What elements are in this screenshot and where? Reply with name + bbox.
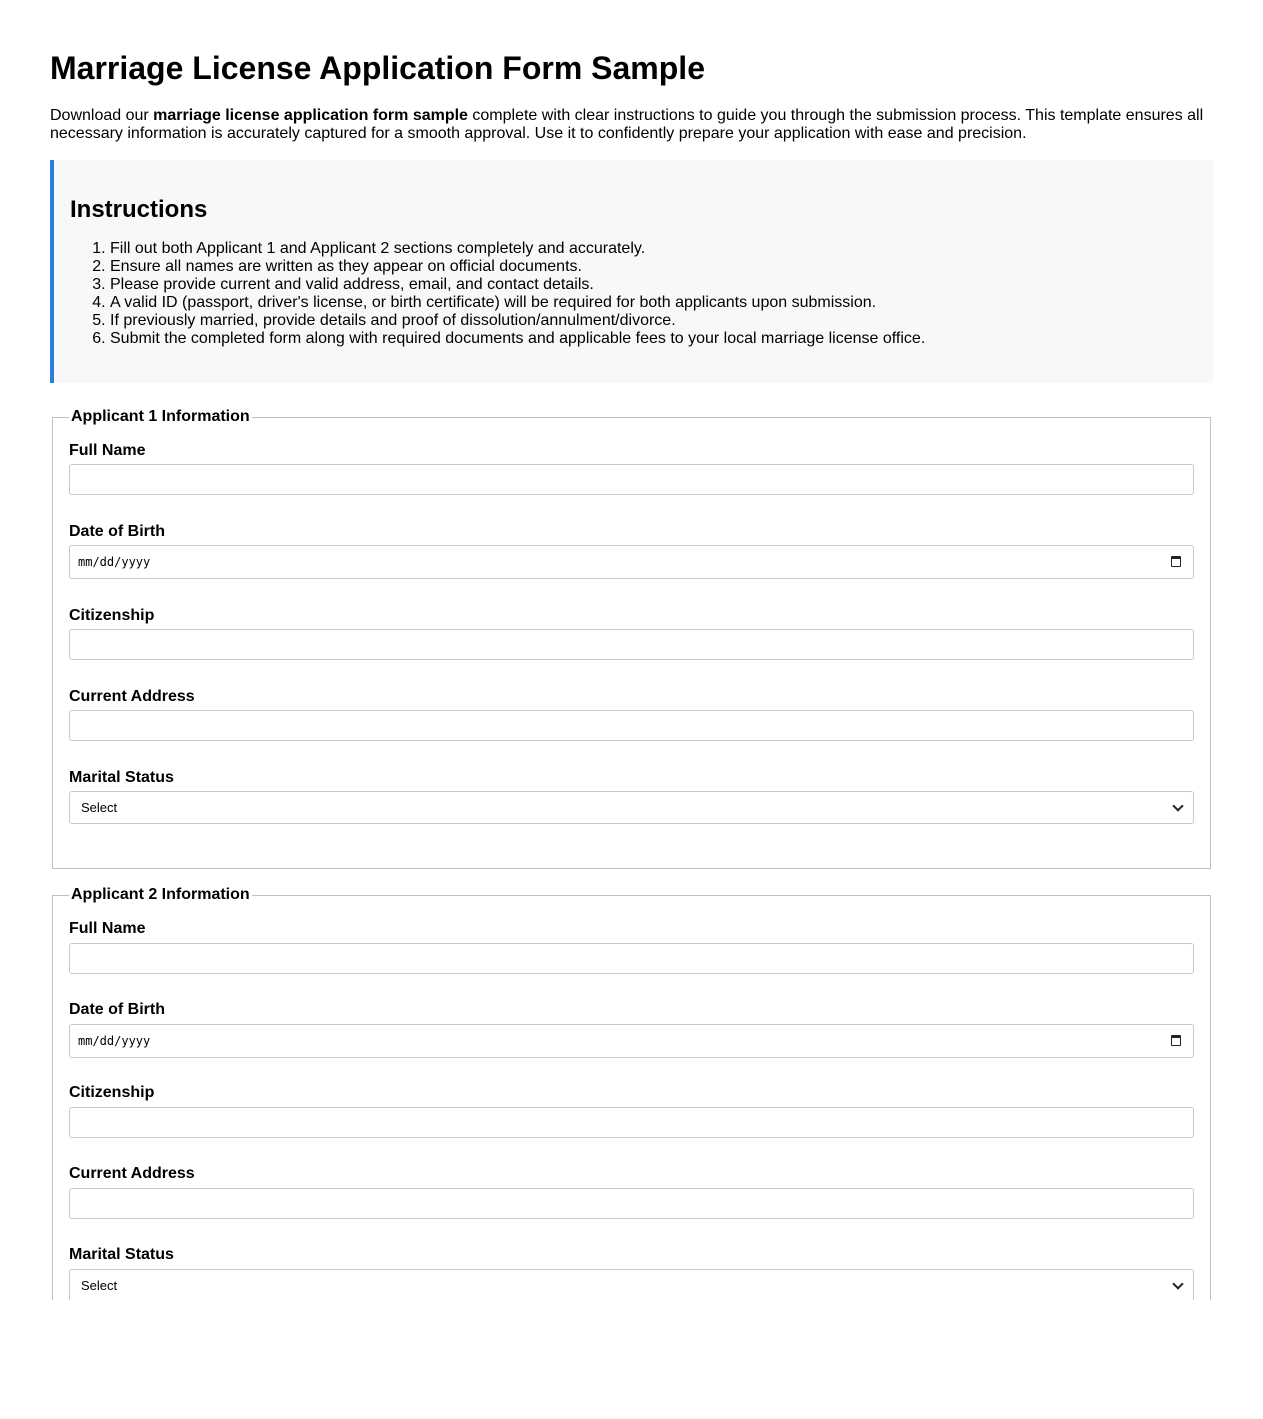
applicant-2-section: [52, 886, 1211, 1300]
applicant-1-dob-input[interactable]: [69, 545, 1194, 579]
intro-text-start: Download our: [50, 107, 154, 124]
applicant-1-legend: Applicant 1 Information: [71, 408, 250, 425]
calendar-icon[interactable]: [1171, 556, 1181, 567]
applicant-1-section: [52, 408, 1211, 869]
intro-paragraph: [50, 107, 1213, 143]
applicant-2-marital-select[interactable]: [69, 1269, 1194, 1300]
applicant-2-legend: Applicant 2 Information: [71, 886, 250, 903]
instruction-item: 1. Fill out both Applicant 1 and Applicant 2 sections completely and accurately.: [110, 240, 1213, 258]
instructions-panel: [50, 160, 1213, 383]
calendar-icon[interactable]: [1171, 1035, 1181, 1046]
instruction-item: 4. A valid ID (passport, driver's license, or birth certificate) will be required for both applicants upon submission.: [110, 294, 1213, 312]
applicant-2-marital-label: Marital Status: [69, 1246, 174, 1263]
instruction-item: 2. Ensure all names are written as they appear on official documents.: [110, 258, 1213, 276]
instruction-item: 3. Please provide current and valid address, email, and contact details.: [110, 276, 1213, 294]
intro-text-end: complete with clear instructions to guide you through the submission process. This template ensures all necessary information is accurately captured for a smooth approval. Use it to confidently prepare your application with ease and precision.: [50, 107, 1204, 142]
applicant-1-marital-value: Select: [81, 800, 118, 815]
applicant-2-dob-placeholder: mm/dd/yyyy: [78, 1034, 151, 1048]
applicant-2-full-name-label: Full Name: [69, 920, 146, 937]
applicant-2-address-label: Current Address: [69, 1165, 195, 1182]
instruction-item: 6. Submit the completed form along with required documents and applicable fees to your local marriage license office.: [110, 330, 1213, 348]
applicant-1-full-name-input[interactable]: [69, 464, 1194, 495]
applicant-1-address-input[interactable]: [69, 710, 1194, 741]
applicant-1-dob-placeholder: mm/dd/yyyy: [78, 555, 151, 569]
applicant-2-address-input[interactable]: [69, 1188, 1194, 1219]
applicant-2-citizenship-label: Citizenship: [69, 1084, 155, 1101]
applicant-1-marital-select[interactable]: [69, 791, 1194, 824]
applicant-1-marital-label: Marital Status: [69, 769, 174, 786]
chevron-down-icon: [1172, 1278, 1183, 1289]
intro-text-bold: marriage license application form sample: [153, 107, 468, 124]
applicant-2-dob-label: Date of Birth: [69, 1001, 165, 1018]
instructions-list: [70, 240, 1213, 348]
applicant-1-citizenship-input[interactable]: [69, 629, 1194, 660]
instructions-heading: Instructions: [70, 196, 208, 223]
applicant-1-address-label: Current Address: [69, 688, 195, 705]
applicant-1-citizenship-label: Citizenship: [69, 607, 155, 624]
applicant-2-full-name-input[interactable]: [69, 943, 1194, 974]
applicant-1-dob-label: Date of Birth: [69, 523, 165, 540]
instruction-item: 5. If previously married, provide details and proof of dissolution/annulment/divorce.: [110, 312, 1213, 330]
applicant-2-marital-value: Select: [81, 1278, 118, 1293]
page-content: [50, 0, 1213, 383]
applicant-2-dob-input[interactable]: [69, 1024, 1194, 1058]
applicant-2-citizenship-input[interactable]: [69, 1107, 1194, 1138]
applicant-1-full-name-label: Full Name: [69, 442, 146, 459]
page-title: Marriage License Application Form Sample: [50, 50, 705, 86]
chevron-down-icon: [1172, 800, 1183, 811]
